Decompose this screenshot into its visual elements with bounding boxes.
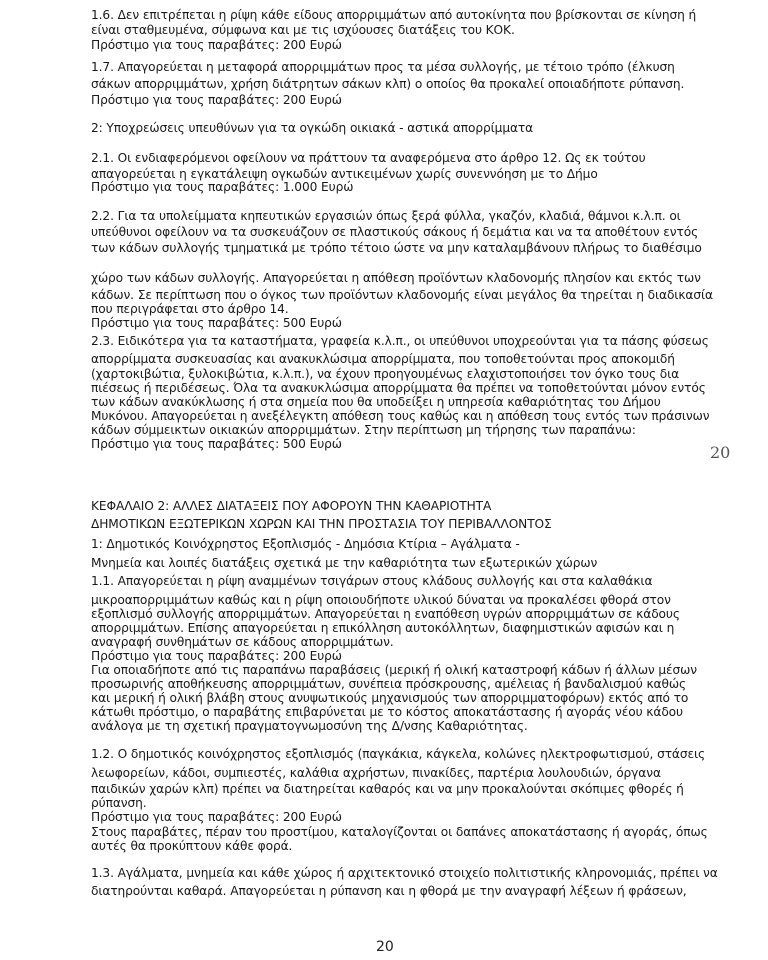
para-1-6-line: είναι σταθμευμένα, σύμφωνα και με τις ισχύουσες διατάξεις του ΚΟΚ. [91,23,515,37]
para-1-1-line: εξοπλισμό συλλογής απορριμμάτων. Απαγορεύεται η εναπόθεση υγρών απορριμμάτων σε κάδους [91,607,680,621]
page-number: 20 [376,939,394,955]
para-1-2-line: ρύπανση. [91,796,147,810]
para-2-2-line: κάδων. Σε περίπτωση που ο όγκος των προϊόντων κλαδονομής είναι μεγάλος θα τηρείται η διαδικασία [91,288,713,302]
para-2-3-fine: Πρόστιμο για τους παραβάτες: 500 Ευρώ [91,437,342,451]
section-2-heading: 2: Υποχρεώσεις υπευθύνων για τα ογκώδη οικιακά - αστικά απορρίμματα [91,121,534,135]
para-2-3-line: 2.3. Ειδικότερα για τα καταστήματα, γραφεία κ.λ.π., οι υπεύθυνοι υποχρεούνται για τα πάσης φύσεως [91,334,709,348]
para-1-1-line: προσωρινής αποθήκευσης απορριμμάτων, συνέπεια πρόσκρουσης, αμέλειας ή βανδαλισμού καθώς [91,677,687,691]
para-2-2-line: που περιγράφεται στο άρθρο 14. [91,302,289,316]
para-2-1-line: 2.1. Οι ενδιαφερόμενοι οφείλουν να πράττουν τα αναφερόμενα στο άρθρο 12. Ως εκ τούτου [91,151,646,165]
para-1-3-line: 1.3. Αγάλματα, μνημεία και κάθε χώρος ή αρχιτεκτονικό στοιχείο πολιτιστικής κληρονομιάς, πρέπει να [91,866,718,880]
para-2-3-line: κάδων σύμμεικτων οικιακών απορριμμάτων. Στην περίπτωση μη τήρησης των παραπάνω: [91,423,636,437]
para-2-3-line: (χαρτοκιβώτια, ξυλοκιβώτια, κ.λ.π.), να έχουν προηγουμένως ελαχιστοποιήσει τον όγκο τους δια [91,367,680,381]
para-2-2-line: των κάδων συλλογής τμηματικά με τρόπο τέτοιο ώστε να μην καταλαμβάνουν πλήρως το διαθέσιμο [91,241,702,255]
chapter-title-line: ΚΕΦΑΛΑΙΟ 2: ΑΛΛΕΣ ΔΙΑΤΑΞΕΙΣ ΠΟΥ ΑΦΟΡΟΥΝ ΤΗΝ ΚΑΘΑΡΙΟΤΗΤΑ [91,499,492,513]
section-1-heading: Μνημεία και λοιπές διατάξεις σχετικά με την καθαριότητα των εξωτερικών χώρων [91,556,598,570]
para-2-2-line: χώρο των κάδων συλλογής. Απαγορεύεται η απόθεση προϊόντων κλαδονομής πλησίον και εκτός των [91,271,701,285]
chapter-title-line: ΔΗΜΟΤΙΚΩΝ ΕΞΩΤΕΡΙΚΩΝ ΧΩΡΩΝ ΚΑΙ ΤΗΝ ΠΡΟΣΤΑΣΙΑ ΤΟΥ ΠΕΡΙΒΑΛΛΟΝΤΟΣ [91,517,552,531]
para-2-1-line: απαγορεύεται η εγκατάλειψη ογκωδών αντικειμένων χωρίς συνεννόηση με το Δήμο [91,167,598,181]
para-2-3-line: πιέσεως ή περιδέσεως. Όλα τα ανακυκλώσιμα απορρίμματα θα πρέπει να τοποθετούνται μόνον εντός [91,381,706,395]
para-2-2-fine: Πρόστιμο για τους παραβάτες: 500 Ευρώ [91,316,342,330]
para-1-2-line: λεωφορείων, κάδοι, συμπιεστές, καλάθια αχρήστων, πινακίδες, παρτέρια λουλουδιών, όργανα [91,766,661,780]
para-1-2-line: 1.2. Ο δημοτικός κοινόχρηστος εξοπλισμός (παγκάκια, κάγκελα, κολώνες ηλεκτροφωτισμού, στάσεις [91,747,706,761]
para-2-3-line: απορρίμματα συσκευασίας και ανακυκλώσιμα απορρίμματα, που τοποθετούνται προς αποκομιδή [91,352,675,366]
para-1-1-line: ανάλογα με τη σχετική πραγματογνωμοσύνη της Δ/νσης Καθαριότητας. [91,719,528,733]
para-2-2-line: υπεύθυνοι οφείλουν να τα συσκευάζουν σε πλαστικούς σάκους ή δεμάτια και να τα αποθέτουν εντός [91,225,699,239]
para-1-7-line: 1.7. Απαγορεύεται η μεταφορά απορριμμάτων προς τα μέσα συλλογής, με τέτοιο τρόπο (έλκυση [91,60,675,74]
para-1-1-line: Για οποιαδήποτε από τις παραπάνω παραβάσεις (μερική ή ολική καταστροφή κάδων ή άλλων μέσων [91,663,697,677]
para-1-3-line: διατηρούνται καθαρά. Απαγορεύεται η ρύπανση και η φθορά με την αναγραφή λέξεων ή φράσεων, [91,884,687,898]
para-1-1-fine: Πρόστιμο για τους παραβάτες: 200 Ευρώ [91,649,342,663]
para-1-2-line: Στους παραβάτες, πέραν του προστίμου, καταλογίζονται οι δαπάνες αποκατάστασης ή αγοράς, όπως [91,825,708,839]
para-2-3-line: Μυκόνου. Απαγορεύεται η ανεξέλεγκτη απόθεση τους καθώς και η απόθεση τους εντός των πράσινων [91,409,710,423]
para-2-3-line: των κάδων ανακύκλωσης ή στα σημεία που θα υποδείξει η υπηρεσία καθαριότητας του Δήμου [91,395,661,409]
para-1-1-line: μικροαπορριμμάτων καθώς και η ρίψη οποιουδήποτε υλικού δύναται να προκαλέσει φθορά στον [91,593,671,607]
para-1-1-line: και μερική ή ολική βλάβη στους ανυψωτικούς μηχανισμούς των απορριμματοφόρων) εκτός από το [91,691,689,705]
para-1-2-line: αυτές θα προκύπτουν κάθε φορά. [91,839,293,853]
para-1-7-fine: Πρόστιμο για τους παραβάτες: 200 Ευρώ [91,93,342,107]
para-1-1-line: αναγραφή συνθημάτων σε κάδους απορριμμάτων. [91,635,394,649]
page-number: 20 [710,443,731,462]
para-1-6-line: 1.6. Δεν επιτρέπεται η ρίψη κάθε είδους απορριμμάτων από αυτοκίνητα που βρίσκονται σε κίνηση ή [91,8,697,22]
para-2-1-fine: Πρόστιμο για τους παραβάτες: 1.000 Ευρώ [91,180,354,194]
para-2-2-line: 2.2. Για τα υπολείμματα κηπευτικών εργασιών όπως ξερά φύλλα, γκαζόν, κλαδιά, θάμνοι κ.λ.π. οι [91,209,681,223]
para-1-1-line: απορριμμάτων. Επίσης απαγορεύεται η επικόλληση αυτοκόλλητων, διαφημιστικών αφισών και η [91,621,675,635]
para-1-7-line: σάκων απορριμμάτων, χρήση διάτρητων σάκων κλπ) ο οποίος θα προκαλεί οποιαδήποτε ρύπανση. [91,77,685,91]
para-1-6-fine: Πρόστιμο για τους παραβάτες: 200 Ευρώ [91,38,342,52]
para-1-2-line: παιδικών χαρών κλπ) πρέπει να διατηρείται καθαρός και να μην προκαλούνται σκόπιμες φθορές ή [91,782,684,796]
para-1-2-fine: Πρόστιμο για τους παραβάτες: 200 Ευρώ [91,810,342,824]
para-1-1-line: κάτωθι πρόστιμο, ο παραβάτης επιβαρύνεται με το κόστος αποκατάστασης ή αγοράς νέου κάδου [91,705,683,719]
section-1-heading: 1: Δημοτικός Κοινόχρηστος Εξοπλισμός - Δημόσια Κτίρια – Αγάλματα - [91,537,520,551]
para-1-1-line: 1.1. Απαγορεύεται η ρίψη αναμμένων τσιγάρων στους κλάδους συλλογής και στα καλαθάκια [91,574,653,588]
